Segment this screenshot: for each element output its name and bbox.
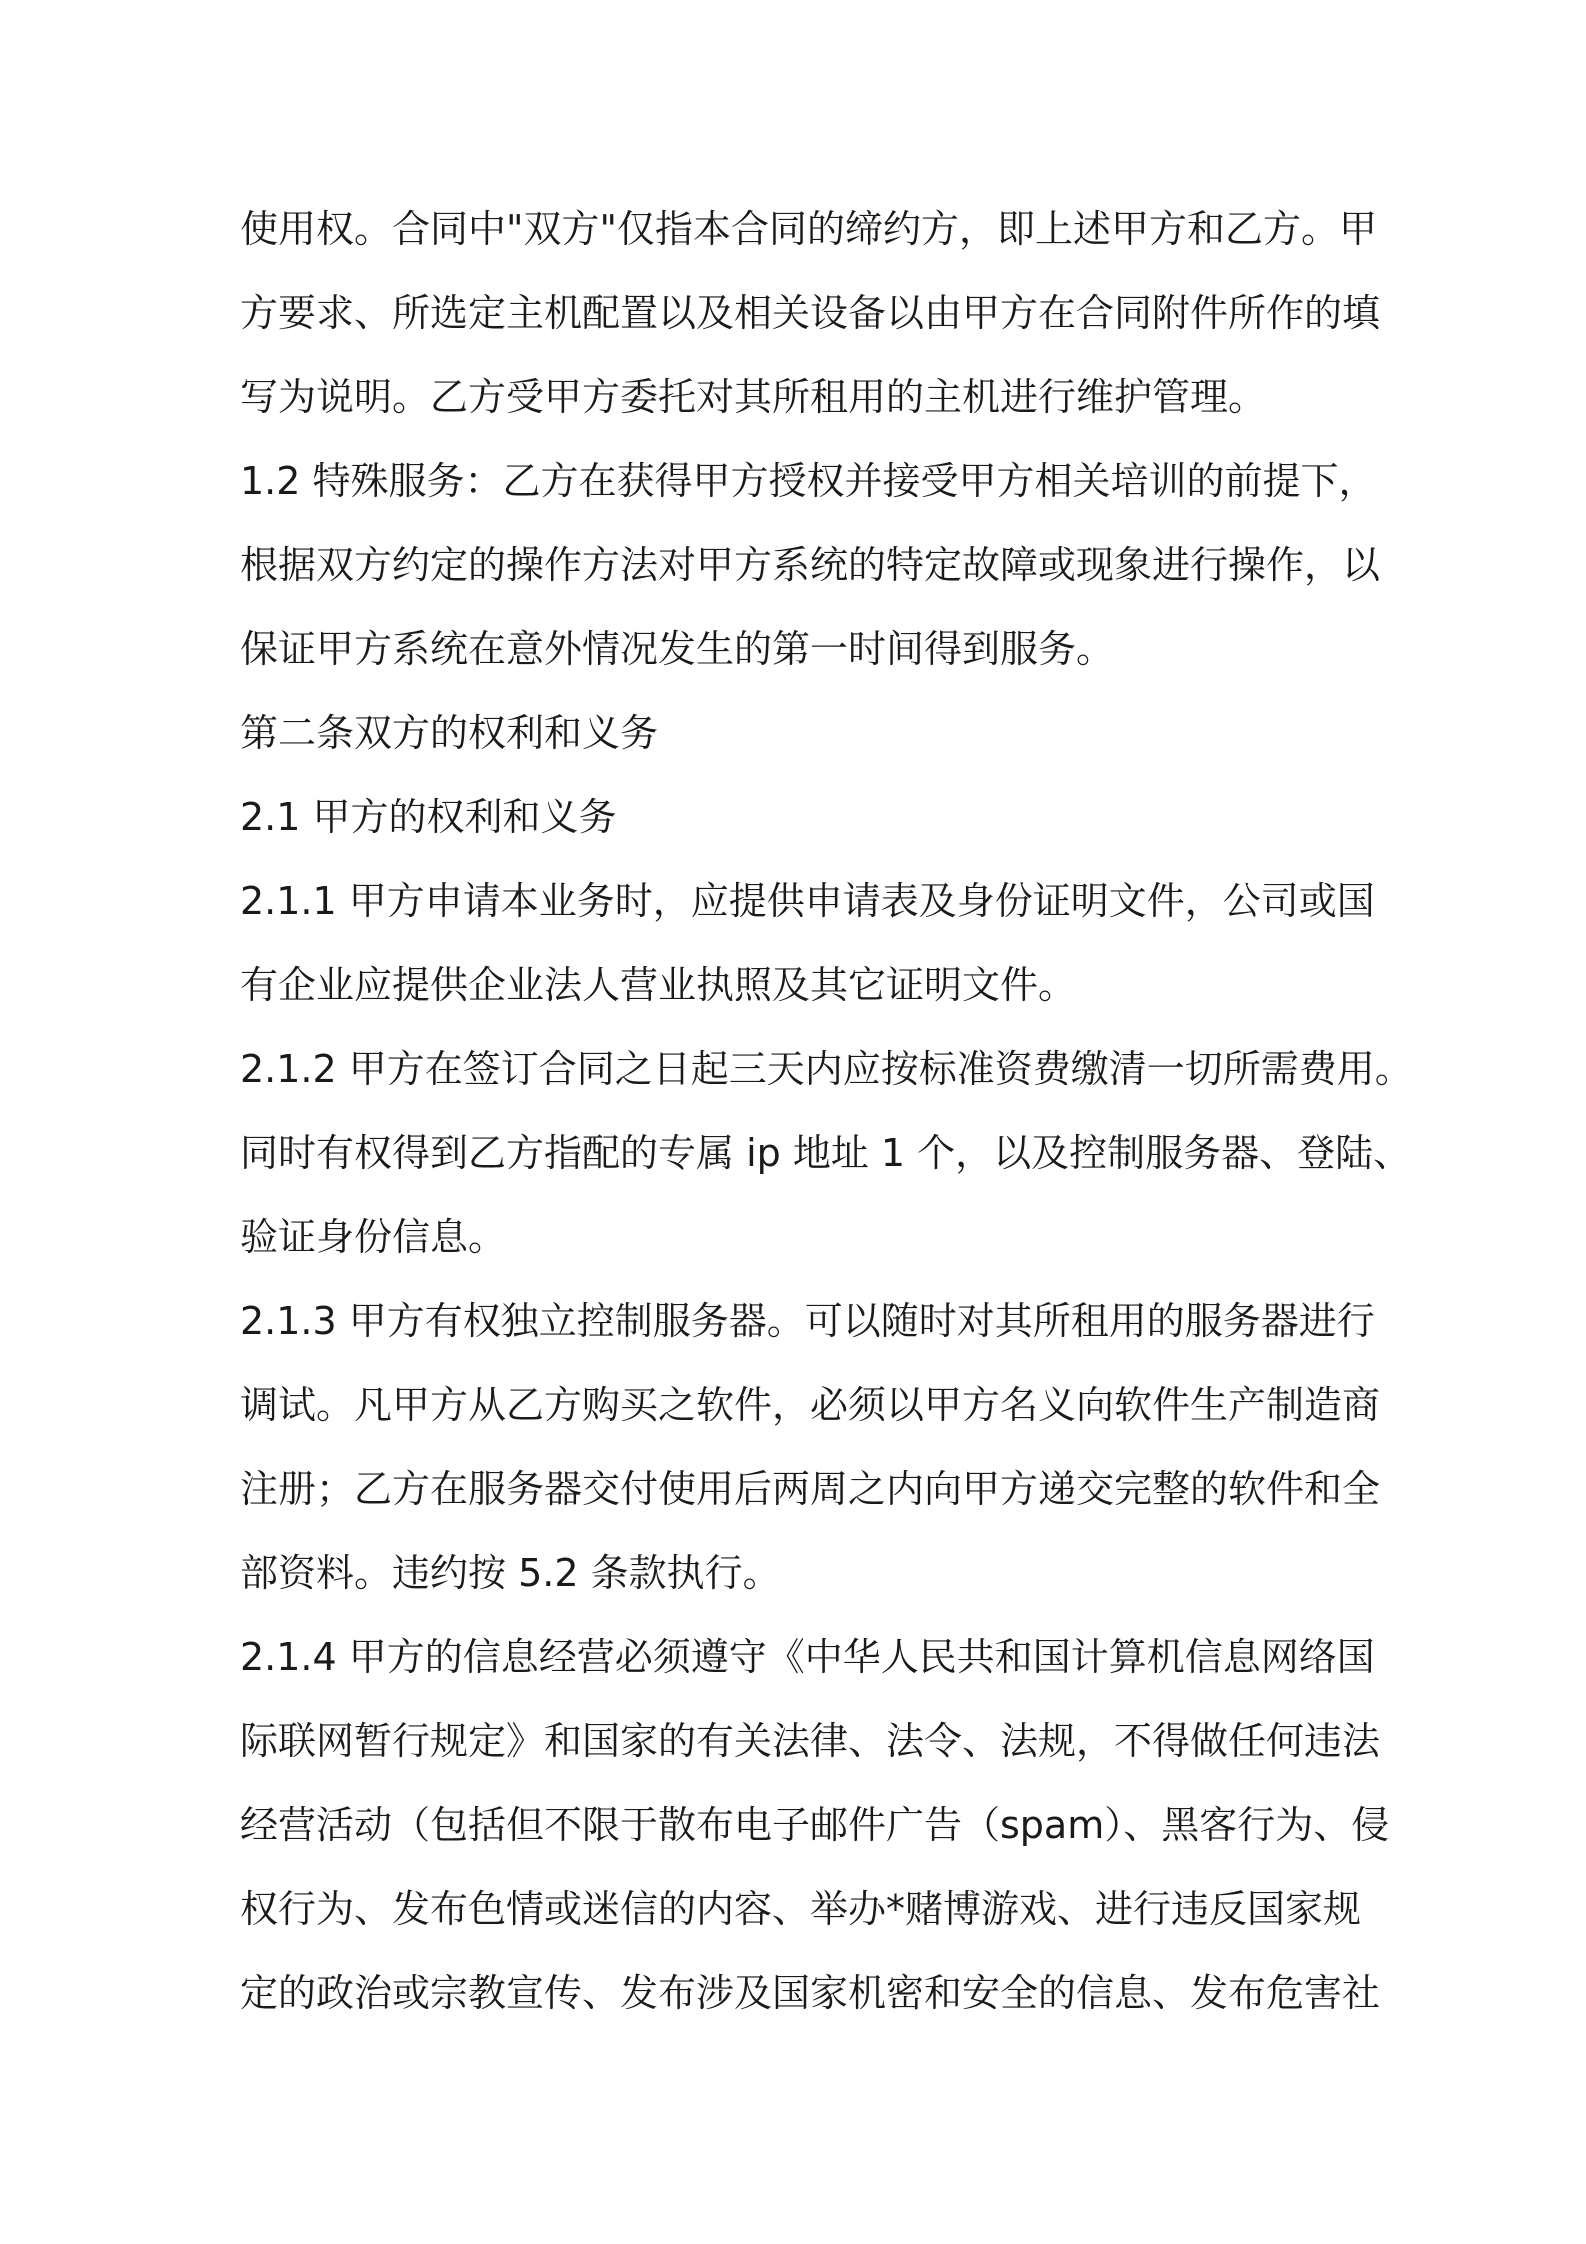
text-line: 同时有权得到乙方指配的专属 ip 地址 1 个，以及控制服务器、登陆、 (240, 1131, 1412, 1175)
text-line: 使用权。合同中"双方"仅指本合同的缔约方，即上述甲方和乙方。甲 (240, 207, 1377, 251)
text-line: 1.2 特殊服务：乙方在获得甲方授权并接受甲方相关培训的前提下， (240, 459, 1377, 503)
text-line: 部资料。违约按 5.2 条款执行。 (240, 1551, 781, 1595)
text-line: 验证身份信息。 (240, 1215, 507, 1259)
text-line: 注册；乙方在服务器交付使用后两周之内向甲方递交完整的软件和全 (240, 1467, 1381, 1511)
subsection-heading: 2.1 甲方的权利和义务 (240, 795, 617, 839)
text-line: 2.1.4 甲方的信息经营必须遵守《中华人民共和国计算机信息网络国 (240, 1635, 1375, 1679)
text-line: 调试。凡甲方从乙方购买之软件，必须以甲方名义向软件生产制造商 (240, 1383, 1381, 1427)
text-line: 写为说明。乙方受甲方委托对其所租用的主机进行维护管理。 (240, 375, 1267, 419)
text-line: 有企业应提供企业法人营业执照及其它证明文件。 (240, 963, 1077, 1007)
text-line: 保证甲方系统在意外情况发生的第一时间得到服务。 (240, 627, 1115, 671)
text-line: 2.1.2 甲方在签订合同之日起三天内应按标准资费缴清一切所需费用。 (240, 1047, 1413, 1091)
text-line: 权行为、发布色情或迷信的内容、举办*赌博游戏、进行违反国家规 (240, 1887, 1362, 1931)
text-line: 2.1.3 甲方有权独立控制服务器。可以随时对其所租用的服务器进行 (240, 1299, 1375, 1343)
document-body (240, 198, 1413, 2046)
section-heading: 第二条双方的权利和义务 (240, 711, 659, 755)
text-line: 2.1.1 甲方申请本业务时，应提供申请表及身份证明文件，公司或国 (240, 879, 1375, 923)
text-line: 根据双方约定的操作方法对甲方系统的特定故障或现象进行操作，以 (240, 543, 1381, 587)
text-line: 定的政治或宗教宣传、发布涉及国家机密和安全的信息、发布危害社 (240, 1971, 1381, 2015)
text-line: 际联网暂行规定》和国家的有关法律、法令、法规，不得做任何违法 (240, 1719, 1381, 1763)
text-line: 方要求、所选定主机配置以及相关设备以由甲方在合同附件所作的填 (240, 291, 1381, 335)
text-line: 经营活动（包括但不限于散布电子邮件广告（spam）、黑客行为、侵 (240, 1803, 1390, 1847)
